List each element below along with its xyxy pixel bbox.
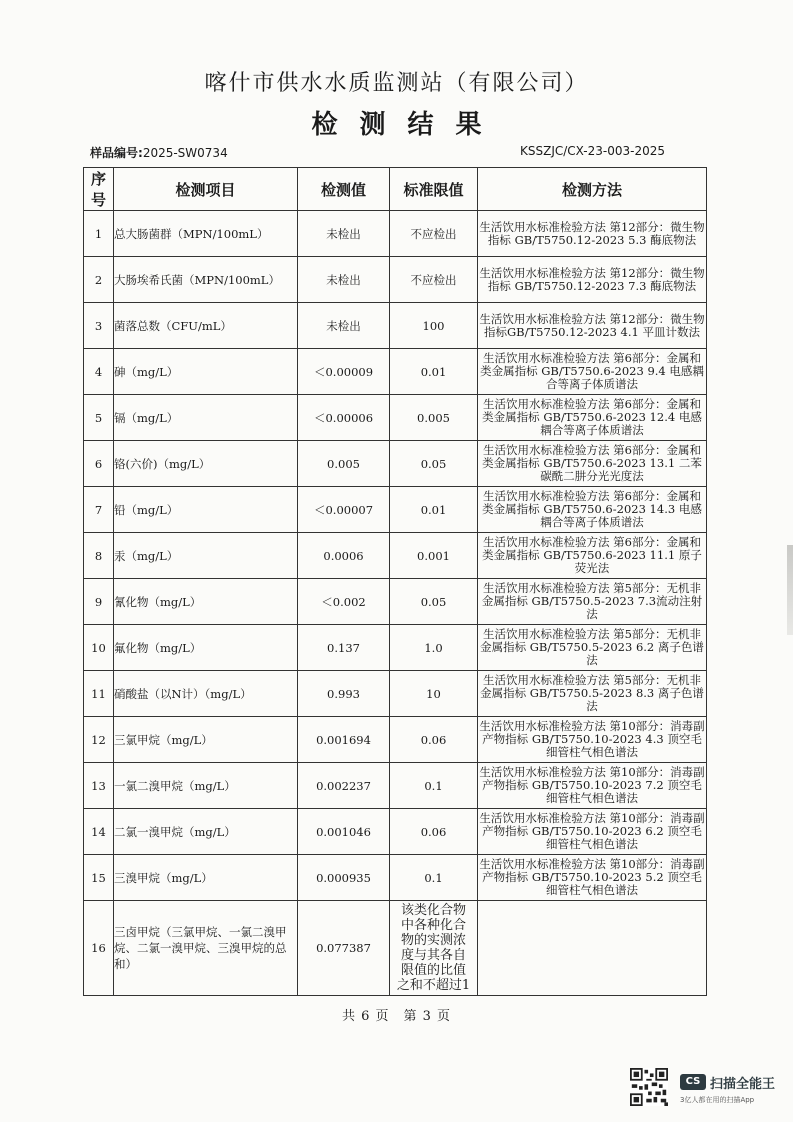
standard-limit: 不应检出 <box>390 257 478 303</box>
row-number: 8 <box>84 533 114 579</box>
standard-limit: 0.005 <box>390 395 478 441</box>
test-method: 生活饮用水标准检验方法 第12部分：微生物指标 GB/T5750.12-2023 5.3 酶底物法 <box>478 211 707 257</box>
row-number: 3 <box>84 303 114 349</box>
test-method: 生活饮用水标准检验方法 第10部分：消毒副产物指标 GB/T5750.10-2023 6.2 顶空毛细管柱气相色谱法 <box>478 809 707 855</box>
scanner-app-slogan: 3亿人都在用的扫描App <box>680 1096 755 1104</box>
row-number: 15 <box>84 855 114 901</box>
test-method: 生活饮用水标准检验方法 第10部分：消毒副产物指标 GB/T5750.10-2023 5.2 顶空毛细管柱气相色谱法 <box>478 855 707 901</box>
test-value: 0.005 <box>298 441 390 487</box>
standard-limit: 该类化合物中各种化合物的实测浓度与其各自限值的比值之和不超过1 <box>390 901 478 996</box>
standard-limit: 0.06 <box>390 717 478 763</box>
test-method: 生活饮用水标准检验方法 第6部分：金属和类金属指标 GB/T5750.6-2023 11.1 原子荧光法 <box>478 533 707 579</box>
test-method: 生活饮用水标准检验方法 第5部分：无机非金属指标 GB/T5750.5-2023 7.3流动注射法 <box>478 579 707 625</box>
test-value: ＜0.00006 <box>298 395 390 441</box>
test-method <box>478 901 707 996</box>
test-value: 未检出 <box>298 257 390 303</box>
sample-number <box>90 144 228 161</box>
test-method: 生活饮用水标准检验方法 第6部分：金属和类金属指标 GB/T5750.6-2023 13.1 二苯碳酰二肼分光光度法 <box>478 441 707 487</box>
test-item: 汞（mg/L） <box>114 533 298 579</box>
row-number: 6 <box>84 441 114 487</box>
header-method: 检测方法 <box>478 168 707 211</box>
test-value: 0.000935 <box>298 855 390 901</box>
scanner-watermark <box>630 1068 780 1108</box>
document-title: 检测结果 <box>311 110 504 140</box>
row-number: 4 <box>84 349 114 395</box>
table-header-row <box>84 168 707 211</box>
page-footer: 共 6 页 第 3 页 <box>341 1009 452 1024</box>
test-method: 生活饮用水标准检验方法 第12部分：微生物指标 GB/T5750.12-2023 7.3 酶底物法 <box>478 257 707 303</box>
test-value: 未检出 <box>298 303 390 349</box>
test-item: 镉（mg/L） <box>114 395 298 441</box>
standard-limit: 0.01 <box>390 349 478 395</box>
test-method: 生活饮用水标准检验方法 第5部分：无机非金属指标 GB/T5750.5-2023 8.3 离子色谱法 <box>478 671 707 717</box>
header-value: 检测值 <box>298 168 390 211</box>
table-row <box>84 855 707 901</box>
test-item: 三卤甲烷（三氯甲烷、一氯二溴甲烷、二氯一溴甲烷、三溴甲烷的总和） <box>114 901 298 996</box>
test-value: ＜0.002 <box>298 579 390 625</box>
test-value: ＜0.00007 <box>298 487 390 533</box>
table-row <box>84 349 707 395</box>
standard-limit: 0.05 <box>390 441 478 487</box>
row-number: 1 <box>84 211 114 257</box>
header-limit: 标准限值 <box>390 168 478 211</box>
row-number: 7 <box>84 487 114 533</box>
standard-limit: 0.01 <box>390 487 478 533</box>
test-item: 三溴甲烷（mg/L） <box>114 855 298 901</box>
test-item: 一氯二溴甲烷（mg/L） <box>114 763 298 809</box>
table-row <box>84 671 707 717</box>
test-method: 生活饮用水标准检验方法 第12部分：微生物指标GB/T5750.12-2023 4.1 平皿计数法 <box>478 303 707 349</box>
table-row <box>84 303 707 349</box>
standard-limit: 不应检出 <box>390 211 478 257</box>
standard-limit: 100 <box>390 303 478 349</box>
organization-title: 喀什市供水水质监测站（有限公司） <box>204 71 589 96</box>
row-number: 11 <box>84 671 114 717</box>
table-row <box>84 901 707 996</box>
table-row <box>84 487 707 533</box>
test-item: 硝酸盐（以N计）（mg/L） <box>114 671 298 717</box>
test-item: 氰化物（mg/L） <box>114 579 298 625</box>
row-number: 13 <box>84 763 114 809</box>
table-row <box>84 625 707 671</box>
results-table <box>83 167 707 996</box>
test-item: 二氯一溴甲烷（mg/L） <box>114 809 298 855</box>
test-method: 生活饮用水标准检验方法 第6部分：金属和类金属指标 GB/T5750.6-2023 9.4 电感耦合等离子体质谱法 <box>478 349 707 395</box>
test-method: 生活饮用水标准检验方法 第5部分：无机非金属指标 GB/T5750.5-2023 6.2 离子色谱法 <box>478 625 707 671</box>
standard-limit: 0.05 <box>390 579 478 625</box>
table-row <box>84 395 707 441</box>
test-item: 铬(六价)（mg/L） <box>114 441 298 487</box>
row-number: 16 <box>84 901 114 996</box>
test-item: 铅（mg/L） <box>114 487 298 533</box>
document-code: KSSZJC/CX-23-003-2025 <box>520 144 665 158</box>
table-row <box>84 579 707 625</box>
test-item: 氟化物（mg/L） <box>114 625 298 671</box>
sample-number-value: 2025-SW0734 <box>142 146 228 160</box>
row-number: 12 <box>84 717 114 763</box>
test-value: 0.0006 <box>298 533 390 579</box>
row-number: 9 <box>84 579 114 625</box>
camscanner-logo-icon: CS <box>680 1074 706 1090</box>
table-row <box>84 809 707 855</box>
test-item: 三氯甲烷（mg/L） <box>114 717 298 763</box>
standard-limit: 1.0 <box>390 625 478 671</box>
table-row <box>84 257 707 303</box>
test-value: 0.077387 <box>298 901 390 996</box>
test-value: 0.002237 <box>298 763 390 809</box>
test-method: 生活饮用水标准检验方法 第10部分：消毒副产物指标 GB/T5750.10-2023 7.2 顶空毛细管柱气相色谱法 <box>478 763 707 809</box>
sample-number-label: 样品编号: <box>90 146 143 160</box>
edge-shadow <box>787 545 793 635</box>
test-value: 0.993 <box>298 671 390 717</box>
row-number: 2 <box>84 257 114 303</box>
test-value: 0.001694 <box>298 717 390 763</box>
table-row <box>84 763 707 809</box>
test-item: 菌落总数（CFU/mL） <box>114 303 298 349</box>
header-item: 检测项目 <box>114 168 298 211</box>
test-value: 0.137 <box>298 625 390 671</box>
table-row <box>84 441 707 487</box>
table-row <box>84 211 707 257</box>
test-value: ＜0.00009 <box>298 349 390 395</box>
standard-limit: 10 <box>390 671 478 717</box>
row-number: 10 <box>84 625 114 671</box>
test-value: 0.001046 <box>298 809 390 855</box>
test-value: 未检出 <box>298 211 390 257</box>
row-number: 14 <box>84 809 114 855</box>
test-method: 生活饮用水标准检验方法 第10部分：消毒副产物指标 GB/T5750.10-2023 4.3 顶空毛细管柱气相色谱法 <box>478 717 707 763</box>
standard-limit: 0.06 <box>390 809 478 855</box>
table-row <box>84 533 707 579</box>
row-number: 5 <box>84 395 114 441</box>
test-item: 大肠埃希氏菌（MPN/100mL） <box>114 257 298 303</box>
test-method: 生活饮用水标准检验方法 第6部分：金属和类金属指标 GB/T5750.6-2023 12.4 电感耦合等离子体质谱法 <box>478 395 707 441</box>
test-item: 总大肠菌群（MPN/100mL） <box>114 211 298 257</box>
standard-limit: 0.001 <box>390 533 478 579</box>
qr-code-icon <box>630 1068 668 1106</box>
test-method: 生活饮用水标准检验方法 第6部分：金属和类金属指标 GB/T5750.6-2023 14.3 电感耦合等离子体质谱法 <box>478 487 707 533</box>
standard-limit: 0.1 <box>390 855 478 901</box>
header-no: 序号 <box>84 168 114 211</box>
standard-limit: 0.1 <box>390 763 478 809</box>
scanner-app-name: 扫描全能王 <box>710 1077 776 1092</box>
test-item: 砷（mg/L） <box>114 349 298 395</box>
table-row <box>84 717 707 763</box>
